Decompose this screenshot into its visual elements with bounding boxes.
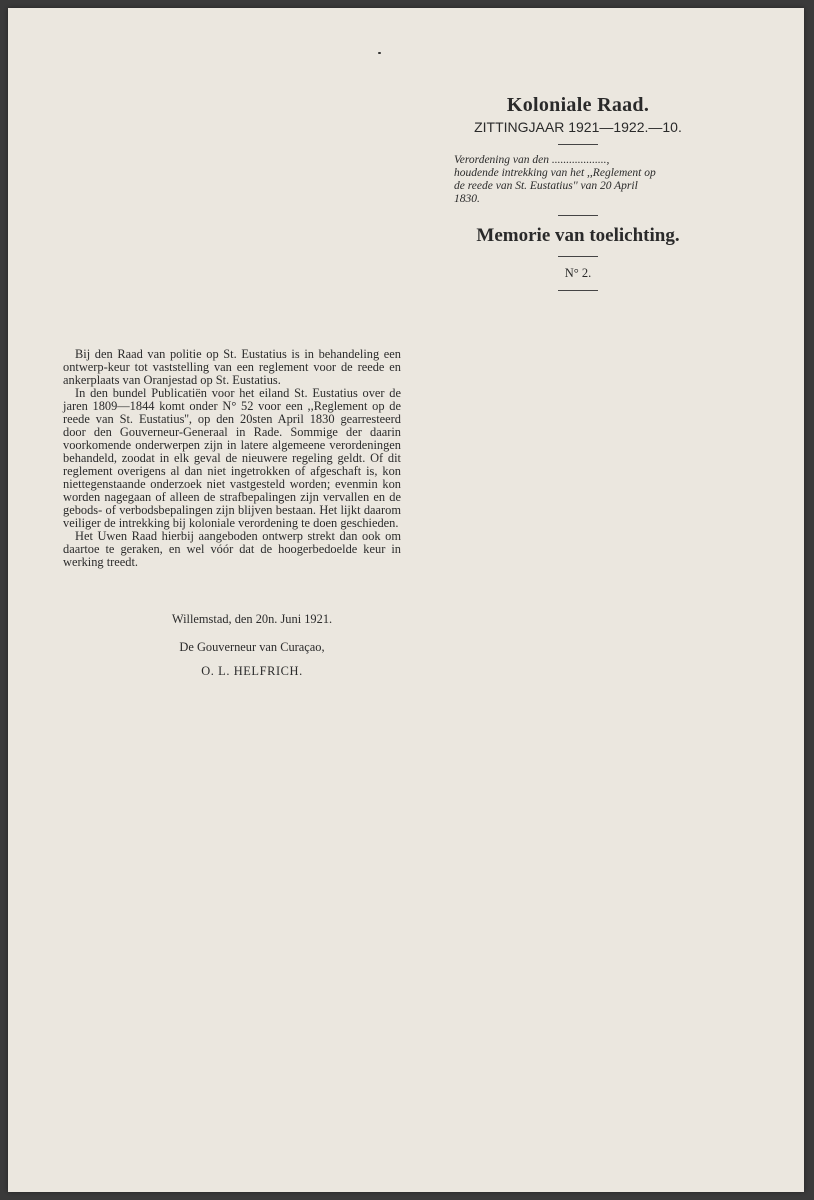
document-page xyxy=(8,8,804,1192)
divider xyxy=(558,215,598,216)
subject-line: 1830. xyxy=(454,193,480,205)
subject-line: de reede van St. Eustatius'' van 20 April xyxy=(454,180,638,192)
session-year: ZITTINGJAAR 1921—1922.—10. xyxy=(474,119,682,135)
divider xyxy=(558,256,598,257)
divider xyxy=(558,290,598,291)
signatory-name: O. L. HELFRICH. xyxy=(201,664,303,678)
signatory-role: De Gouverneur van Curaçao, xyxy=(179,640,325,654)
place-date: Willemstad, den 20n. Juni 1921. xyxy=(171,612,333,626)
body-paragraph: In den bundel Publicatiën voor het eiland St. Eustatius over de jaren 1809—1844 komt onder N° 52 voor een ,,Reglement op de reede van St. Eustatius'', op den 20sten April 1830 gearresteerd door den Gouverneur-Generaal in Rade. Sommige der daarin voorkomende onderwerpen zijn in latere algemeene verordeningen behandeld, zoodat in elk geval de nieuwere regeling geldt. Of dit reglement overigens al dan niet ingetrokken of afgeschaft is, kon niettegenstaande onderzoek niet vastgesteld worden; evenmin kon worden nagegaan of alleen de strafbepalingen zijn vervallen en de gebods- of verbodsbepalingen zijn blijven bestaan. Het lijkt daarom veiliger de intrekking bij koloniale verordening te doen geschieden. xyxy=(63,386,401,530)
council-title: Koloniale Raad. xyxy=(506,94,650,116)
document-header xyxy=(448,94,708,300)
explanation-body xyxy=(63,348,401,569)
body-paragraph: Bij den Raad van politie op St. Eustatius is in behandeling een ontwerp-keur tot vaststelling van een reglement voor de reede en ankerplaats van Oranjestad op St. Eustatius. xyxy=(63,347,401,387)
subject-line: houdende intrekking van het ,,Reglement op xyxy=(454,167,656,179)
memorie-heading: Memorie van toelichting. xyxy=(476,225,680,246)
subject-text xyxy=(448,154,708,206)
ink-speck xyxy=(378,52,381,54)
body-paragraph: Het Uwen Raad hierbij aangeboden ontwerp strekt dan ook om daartoe te geraken, en wel vóór dat de hoogerbedoelde keur in werking treedt. xyxy=(63,529,401,569)
subject-line: Verordening van den ..................., xyxy=(454,154,610,166)
divider xyxy=(558,144,598,145)
document-number: N° 2. xyxy=(564,266,592,280)
